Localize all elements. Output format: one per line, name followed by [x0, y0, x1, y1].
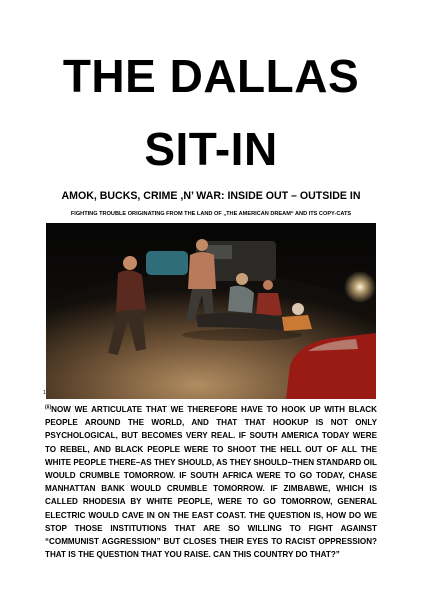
photo-footnote-marker: 1	[43, 390, 46, 396]
footnote-marker: (ii)	[45, 404, 52, 411]
quote-text: NOW WE ARTICULATE THAT WE THEREFORE HAVE TO HOOK UP WITH BLACK PEOPLE AROUND THE WORLD, AND THAT THAT HOOKUP IS NOT ONLY PSYCHOLOGICAL, BUT BECOMES VERY REAL. IF SOUTH AMERICA TODAY WERE TO REBEL, AND BLACK PEOPLE WERE TO SHOOT THE HELL OUT OF ALL THE WHITE PEOPLE THERE–AS THEY SHOULD, AS THEY SHOULD–THEN STANDARD OIL WOULD CRUMBLE TOMORROW. IF SOUTH AFRICA WERE TO GO TODAY, CHASE MANHATTAN BANK WOULD CRUMBLE TOMORROW. IF ZIMBABWE, WHICH IS CALLED RHODESIA BY WHITE PEOPLE, WERE TO GO TOMORROW, GENERAL ELECTRIC WOULD CAVE IN ON THE EAST COAST. THE QUESTION IS, HOW DO WE STOP THOSE INSTITUTIONS THAT ARE SO WILLING TO FIGHT AGAINST “COMMUNIST AGGRESSION” BUT CLOSES THEIR EYES TO RACIST OPPRESSION? THAT IS THE QUESTION THAT YOU RAISE. CAN THIS COUNTRY DO THAT?”	[45, 405, 377, 560]
night-scene-photo	[46, 223, 376, 399]
quote-paragraph	[45, 403, 377, 561]
subtitle: AMOK, BUCKS, CRIME ,N’ WAR: INSIDE OUT – OUTSIDE IN	[61, 190, 361, 202]
title-line-1: THE DALLAS	[62, 50, 360, 102]
title-line-2: SIT-IN	[144, 123, 278, 175]
kicker: FIGHTING TROUBLE ORIGINATING FROM THE LAND OF „THE AMERICAN DREAM“ AND ITS COPY-CATS	[70, 211, 352, 217]
